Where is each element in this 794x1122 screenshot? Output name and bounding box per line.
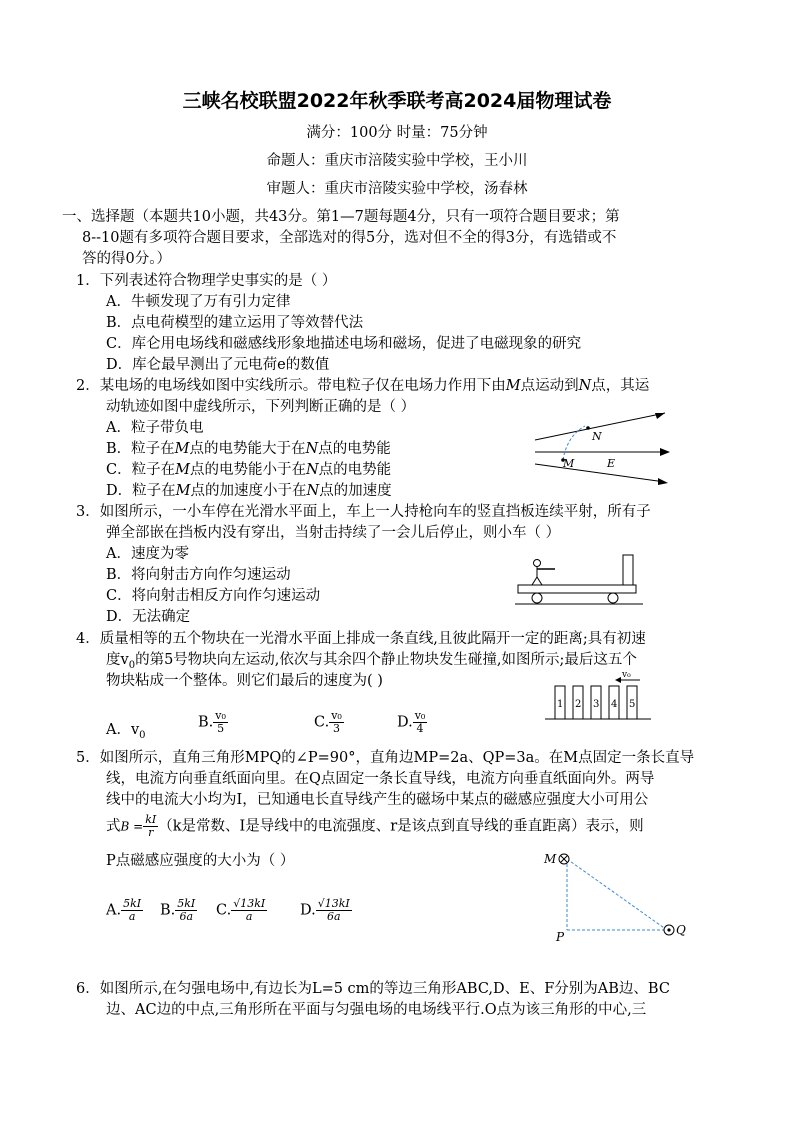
blocks-figure <box>543 666 653 724</box>
label-e: E <box>607 457 616 470</box>
q2-option-b: B．粒子在M点的电势能大于在N点的电势能 <box>106 441 391 457</box>
author-line: 命题人：重庆市涪陵实验中学校，王小川 <box>266 153 528 169</box>
person-head-icon <box>534 560 541 567</box>
q1-stem: 1．下列表述符合物理学史事实的是（ ） <box>76 273 337 289</box>
q4-stem-line2: 度$v_0$的第5号物块向左运动,依次与其余四个静止物块发生碰撞,如图所示;最后这五个 <box>106 652 637 671</box>
q3-option-d: D．无法确定 <box>106 609 191 625</box>
arrow-icon <box>660 448 670 456</box>
q1-option-b: B．点电荷模型的建立运用了等效替代法 <box>106 315 364 331</box>
arrow-icon <box>658 478 668 485</box>
q5-stem-line5: P点磁感应强度的大小为（ ） <box>106 853 295 869</box>
section-text: 答的得0分。） <box>82 251 171 267</box>
field-line <box>535 464 665 482</box>
q5-option-b: B. $\frac{5kI}{6a}$ <box>160 897 196 923</box>
block-label: 3 <box>593 699 600 710</box>
block-label: 5 <box>629 699 636 710</box>
q1-option-d: D．库仑最早测出了元电荷e的数值 <box>106 357 330 373</box>
electric-field-figure <box>530 408 680 488</box>
q5-stem-line2: 线，电流方向垂直纸面向里。在Q点固定一条长直导线，电流方向垂直纸面向外。两导 <box>106 771 655 787</box>
q4-stem-line3: 物块粘成一个整体。则它们最后的速度为( ) <box>106 673 383 689</box>
velocity-label: v₀ <box>622 670 631 680</box>
q1-option-a: A．牛顿发现了万有引力定律 <box>106 294 291 310</box>
block-label: 2 <box>575 699 582 710</box>
q3-stem-line1: 3．如图所示，一小车停在光滑水平面上，车上一人持枪向车的竖直挡板连续平射，所有子 <box>76 504 651 520</box>
q5-option-d: D. $\frac{√13kI}{6a}$ <box>300 897 350 923</box>
label-q: Q <box>676 923 686 937</box>
wheel-icon <box>608 593 618 603</box>
q1-option-c: C．库仑用电场线和磁感线形象地描述电场和磁场，促进了电磁现象的研究 <box>106 336 582 352</box>
reviewer-line: 审题人：重庆市涪陵实验中学校，汤春林 <box>266 181 528 197</box>
label-p: P <box>556 930 565 943</box>
person-leg <box>537 577 542 585</box>
block-label: 4 <box>611 699 618 710</box>
q3-option-a: A．速度为零 <box>106 546 189 562</box>
q5-stem-line3: 线中的电流大小均为I，已知通电长直导线产生的磁场中某点的磁感应强度大小可用公 <box>106 792 649 808</box>
q6-stem-line1: 6．如图所示,在匀强电场中,有边长为L=5 cm的等边三角形ABC,D、E、F分别为AB边、BC <box>76 981 670 997</box>
q3-option-c: C．将向射击相反方向作匀速运动 <box>106 588 321 604</box>
q5-stem-line4: 式B = $\frac{kI}{r}$ （k是常数、I是导线中的电流强度、r是该点到直导线的垂直距离）表示，则 <box>106 813 644 839</box>
section-text: 8--10题有多项符合题目要求，全部选对的得5分，选对但不全的得3分，有选错或不 <box>82 230 617 246</box>
point-n <box>586 426 590 430</box>
arrow-icon <box>655 413 665 419</box>
q4-option-d: D. $\frac{\text{v₀}}{4}$ <box>397 709 426 735</box>
section-heading: 一、选择题（本题共10小题，共43分。第1—7题每题4分，只有一项符合题目要求；第 <box>62 209 620 225</box>
q2-stem-line2: 动轨迹如图中虚线所示，下列判断正确的是（ ） <box>106 399 416 415</box>
cart-body <box>518 585 636 593</box>
q3-option-b: B．将向射击方向作匀速运动 <box>106 567 291 583</box>
arrow-icon <box>615 677 621 683</box>
dot-mark <box>667 928 670 931</box>
score-time: 满分：100分 时量：75分钟 <box>306 125 488 141</box>
q5-stem-line1: 5．如图所示，直角三角形MPQ的∠P=90°，直角边MP=2a、QP=3a。在M点固定一条长直导 <box>76 750 695 766</box>
q4-stem-line1: 4．质量相等的五个物块在一光滑水平面上排成一条直线,且彼此隔开一定的距离;具有初速 <box>76 631 646 647</box>
person-leg <box>532 577 537 585</box>
q4-option-a: A．$v_0$ <box>106 722 146 741</box>
triangle-figure <box>540 848 690 943</box>
q2-stem-line1: 2．某电场的电场线如图中实线所示。带电粒子仅在电场力作用下由M点运动到N点，其运 <box>76 378 650 394</box>
q5-option-a: A. $\frac{5kI}{a}$ <box>106 897 142 923</box>
q5-option-c: C. $\frac{√13kI}{a}$ <box>216 897 266 923</box>
wheel-icon <box>532 593 542 603</box>
label-m: M <box>563 457 575 470</box>
cart-figure <box>515 545 645 610</box>
trajectory-path <box>563 426 585 460</box>
page-title: 三峡名校联盟2022年秋季联考高2024届物理试卷 <box>182 90 612 112</box>
side-mq <box>567 859 667 930</box>
q3-stem-line2: 弹全部嵌在挡板内没有穿出，当射击持续了一会儿后停止，则小车（ ） <box>106 525 561 541</box>
q4-option-c: C. $\frac{\text{v₀}}{3}$ <box>314 709 342 735</box>
cart-baffle <box>623 555 633 585</box>
q6-stem-line2: 边、AC边的中点,三角形所在平面与匀强电场的电场线平行.O点为该三角形的中心,三 <box>106 1002 647 1018</box>
q2-option-d: D．粒子在M点的加速度小于在N点的加速度 <box>106 483 392 499</box>
label-n: N <box>592 430 602 443</box>
q2-option-a: A．粒子带负电 <box>106 420 204 436</box>
block-label: 1 <box>557 699 564 710</box>
q2-option-c: C．粒子在M点的电势能小于在N点的电势能 <box>106 462 392 478</box>
q4-option-b: B. $\frac{\text{v₀}}{5}$ <box>198 709 226 735</box>
label-m: M <box>544 852 557 866</box>
